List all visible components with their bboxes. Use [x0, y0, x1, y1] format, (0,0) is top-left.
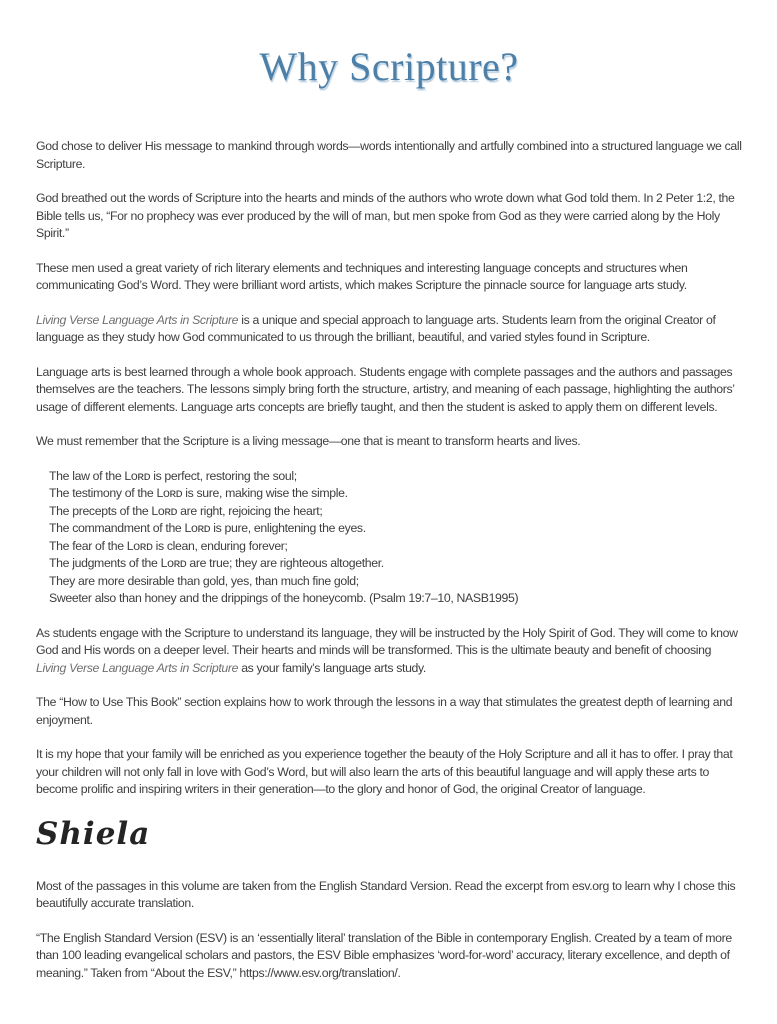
text-run: as your family’s language arts study. [238, 660, 427, 675]
paragraph-whole-book-approach [36, 364, 742, 417]
quote-line: Sweeter also than honey and the drippings of the honeycomb. (Psalm 19:7–10, NASB1995) [49, 591, 519, 605]
text-run: We must remember that the Scripture is a living message—one that is meant to transform hearts and lives. [36, 434, 581, 448]
page-title: Why Scripture? [259, 44, 519, 89]
paragraph-authors-hope [36, 746, 742, 799]
paragraph-living-message [36, 433, 742, 451]
text-run: Language arts is best learned through a whole book approach. Students engage with complete passages and the authors and passages themselves are the teachers. The lessons simply bring forth the structure, artistry, and meaning of each passage, highlighting the authors’ usage of different elements. Language arts concepts are briefly taught, and then the student is asked to apply them on different levels. [36, 364, 735, 414]
book-title-text: Living Verse Language Arts in Scripture [36, 312, 239, 327]
text-run: As students engage with the Scripture to understand its language, they will be instructed by the Holy Spirit of God. They will come to know God and His words on a deeper level. Their hearts and minds will be transformed. This is the ultimate beauty and benefit of choosing [36, 625, 738, 657]
text-run: “The English Standard Version (ESV) is an ‘essentially literal’ translation of the Bible in contemporary English. Created by a team of more than 100 leading evangelical scholars and pastors, the ESV Bible emphasizes ‘word-for-word’ accuracy, literary excellence, and depth of meaning.” Taken from “About the ESV,” https://www.esv.org/translation/. [36, 930, 732, 980]
paragraph-word-artists [36, 260, 742, 295]
quote-line: The commandment of the Lᴏʀᴅ is pure, enlightening the eyes. [49, 521, 366, 535]
content-area [36, 138, 742, 982]
text-run: Most of the passages in this volume are taken from the English Standard Version. Read the excerpt from esv.org to learn why I chose this beautifully accurate translation. [36, 878, 736, 910]
quote-line: The precepts of the Lᴏʀᴅ are right, rejoicing the heart; [49, 503, 323, 518]
paragraph-how-to-use-book [36, 694, 742, 729]
text-run: God breathed out the words of Scripture into the hearts and minds of the authors who wrote down what God told them. In 2 Peter 1:2, the Bible tells us, “For no prophecy was ever produced by the will of man, but men spoke from God as they were carried along by the Holy Spirit.” [36, 191, 735, 240]
quote-line: The testimony of the Lᴏʀᴅ is sure, making wise the simple. [49, 486, 348, 500]
author-signature: Shiela [36, 815, 151, 852]
text-run: It is my hope that your family will be enriched as you experience together the beauty of the Holy Scripture and all it has to offer. I pray that your children will not only fall in love with God’s Word, but will also learn the arts of this beautiful language and will apply these arts to become prolific and inspiring writers in their generation—to the glory and honor of God, the original Creator of language. [36, 747, 733, 796]
text-run: is a unique and special approach to language arts. Students learn from the original Creator of language as they study how God communicated to us through the brilliant, beautiful, and varied styles found in Scripture. [36, 312, 716, 344]
paragraph-esv-quote [36, 930, 742, 983]
quote-line: The law of the Lᴏʀᴅ is perfect, restoring the soul; [49, 468, 297, 483]
text-run: The “How to Use This Book” section explains how to work through the lessons in a way that stimulates the greatest depth of learning and enjoyment. [36, 695, 733, 727]
paragraph-esv-note [36, 878, 742, 913]
paragraph-god-chose-words [36, 138, 742, 173]
paragraph-god-breathed [36, 190, 742, 243]
paragraph-holy-spirit-instructs [36, 625, 742, 678]
paragraph-living-verse-approach [36, 312, 742, 347]
quote-line: The fear of the Lᴏʀᴅ is clean, enduring forever; [49, 538, 288, 553]
text-run: These men used a great variety of rich literary elements and techniques and interesting language concepts and structures when communicating God’s Word. They were brilliant word artists, which makes Scripture the pinnacle source for language arts study. [36, 260, 688, 292]
quote-line: The judgments of the Lᴏʀᴅ are true; they are righteous altogether. [49, 556, 384, 570]
book-title-text: Living Verse Language Arts in Scripture [36, 660, 239, 675]
scripture-quote-psalm-19 [49, 468, 742, 608]
quote-line: They are more desirable than gold, yes, than much fine gold; [49, 573, 359, 588]
text-run: God chose to deliver His message to mankind through words—words intentionally and artfully combined into a structured language we call Scripture. [36, 139, 742, 171]
